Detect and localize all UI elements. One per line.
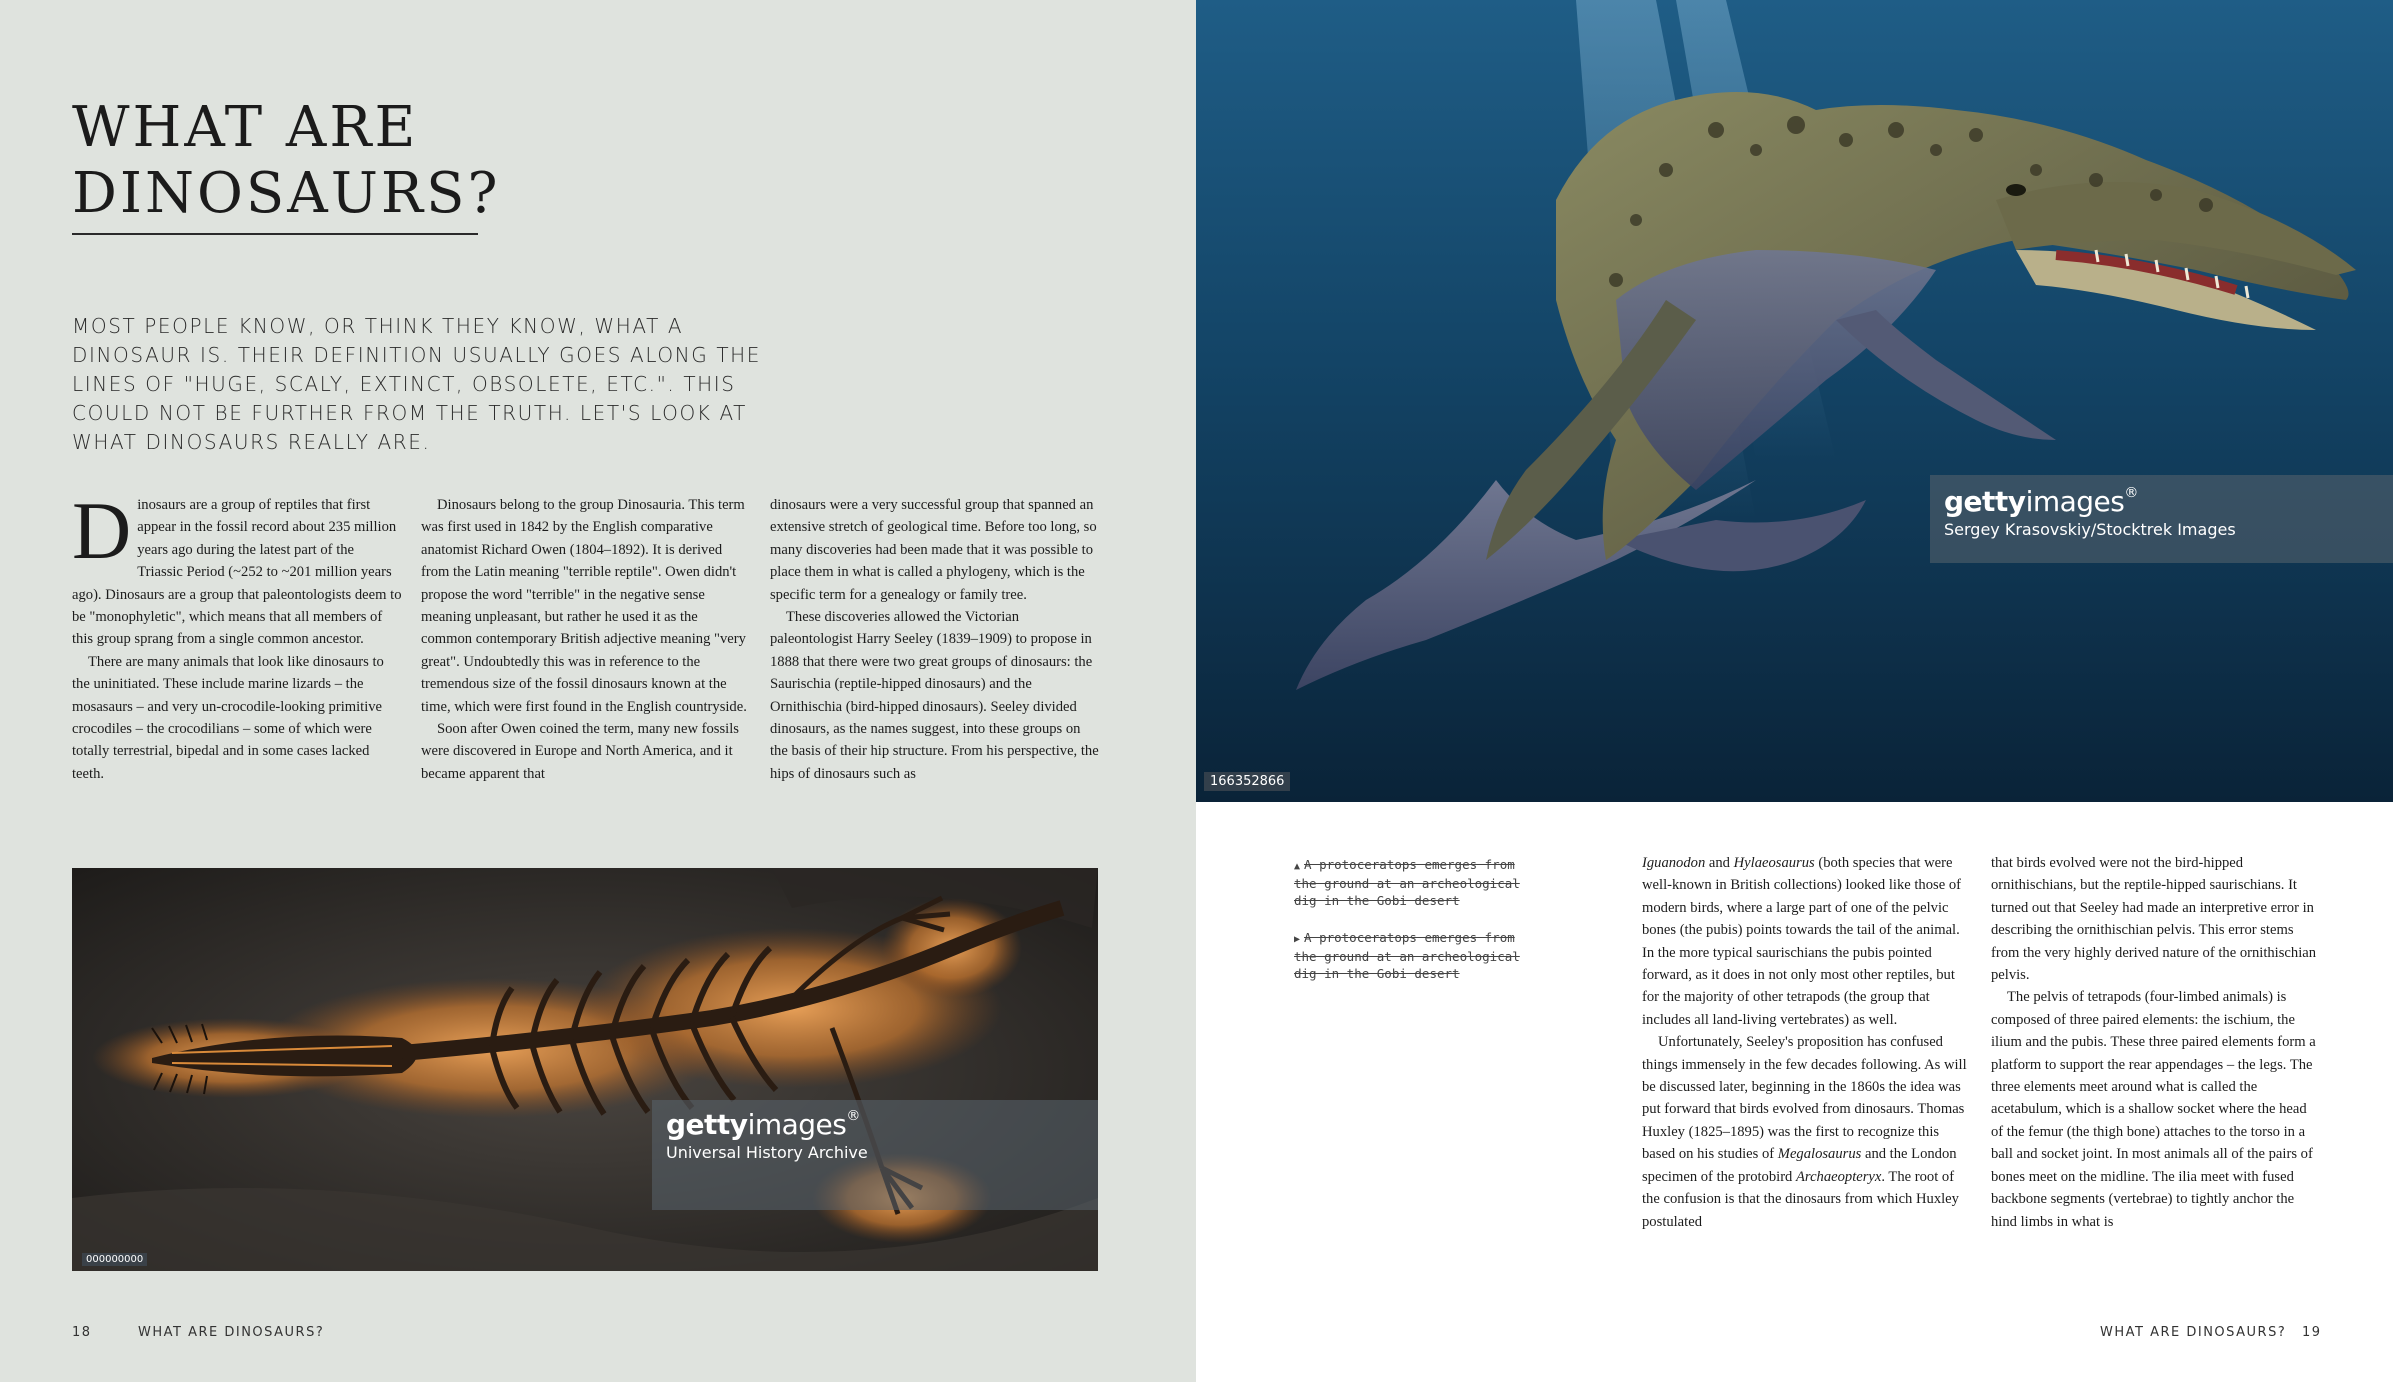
paragraph: Iguanodon and Hylaeosaurus (both species that were well-known in British collections) looked like those of modern birds, where a large part of one of the pelvic bones (the pubis) points towards the tail of the animal. In the more typical saurischians the pubis pointed forward, as it does in not only most other reptiles, but for the majority of other tetrapods (the group that includes all land-living vertebrates) as well. (1642, 855, 1961, 1028)
paragraph: Soon after Owen coined the term, many new fossils were discovered in Europe and North America, and it became apparent that (421, 721, 739, 782)
paragraph: These discoveries allowed the Victorian paleontologist Harry Seeley (1839–1909) to propose in 1888 that there were two great groups of dinosaurs: the Saurischia (reptile-hipped dinosaurs) and the Ornithischia (bird-hipped dinosaurs). Seeley divided dinosaurs, as the names suggest, into these groups on the basis of their hip structure. From his perspective, the hips of dinosaurs such as (770, 609, 1099, 782)
paragraph (72, 494, 402, 651)
getty-watermark (1930, 475, 2393, 563)
caption-item (1294, 929, 1544, 982)
body-column-4 (1642, 852, 1972, 1278)
triangle-right-icon: ▶ (1294, 934, 1301, 945)
lede-paragraph: MOST PEOPLE KNOW, OR THINK THEY KNOW, WHAT A DINOSAUR IS. THEIR DEFINITION USUALLY GOES ALONG THE LINES OF "HUGE, SCALY, EXTINCT, OBSOLETE, ETC.". THIS COULD NOT BE FURTHER FROM THE TRUTH. LET'S LOOK AT WHAT DINOSAURS REALLY ARE. (72, 314, 762, 454)
caption-text: A protoceratops emerges from the ground at an archeological dig in the Gobi desert (1294, 930, 1520, 981)
mosasaur-art (1196, 0, 2393, 802)
title-rule (72, 233, 478, 235)
watermark-credit: Universal History Archive (666, 1143, 868, 1162)
paragraph: that birds evolved were not the bird-hipped ornithischians, but the reptile-hipped saurischians. It turned out that Seeley had made an interpretive error in describing the ornithischian pelvis. This error stems from the very highly derived nature of the ornithischian pelvis. (1991, 855, 2317, 984)
paragraph: Unfortunately, Seeley's proposition has confused things immensely in the few decades following. As will be discussed later, beginning in the 1860s the idea was put forward that birds evolved from dinosaurs. Thomas Huxley (1825–1895) was the first to recognize this based on his studies of Megalosaurus and the London specimen of the protobird Archaeopteryx. The root of the confusion is that the dinosaurs from which Huxley postulated (1642, 1034, 1967, 1230)
title-line-1: WHAT ARE (72, 95, 419, 160)
folio-running-head-left: WHAT ARE DINOSAURS? (138, 1325, 325, 1340)
folio-number-left: 18 (72, 1325, 92, 1340)
paragraph: The pelvis of tetrapods (four-limbed animals) is composed of three paired elements: the ischium, the ilium and the pubis. These three paired elements form a platform to support the rear appendages – the legs. The three elements meet around what is called the acetabulum, which is a shallow socket where the head of the femur (the thigh bone) attaches to the torso in a ball and socket joint. In most animals all of the pairs of bones meet on the midline. The ilia meet with fused backbone segments (vertebrae) to tightly anchor the hind limbs in what is (1991, 989, 2316, 1230)
watermark-brand: gettyimages® (1944, 485, 2138, 518)
paragraph: There are many animals that look like dinosaurs to the uninitiated. These include marine lizards – the mosasaurs – and very un-crocodile-looking primitive crocodiles – the crocodilians – some of which were totally terrestrial, bipedal and in some cases lacked teeth. (72, 653, 384, 782)
image-captions (1294, 856, 1544, 1002)
caption-item (1294, 856, 1544, 909)
drop-cap: D (72, 494, 132, 576)
title-line-2: DINOSAURS? (72, 161, 501, 226)
paragraph-text: inosaurs are a group of reptiles that first appear in the fossil record about 235 million years ago during the latest part of the Triassic Period (~252 to ~201 million years ago). Dinosaurs are a group that paleontologists deem to be "monophyletic", which means that all members of this group sprang from a single common ancestor. (72, 497, 402, 648)
folio-number-right: 19 (2302, 1325, 2322, 1340)
folio-running-head-right: WHAT ARE DINOSAURS? (2100, 1325, 2287, 1340)
fossil-photo (72, 868, 1098, 1271)
getty-watermark (652, 1100, 1098, 1210)
page-title (72, 95, 500, 227)
body-column-5 (1991, 852, 2321, 1278)
body-column-2 (421, 494, 751, 830)
species-name: Iguanodon (1642, 855, 1706, 871)
paragraph: Dinosaurs belong to the group Dinosauria. This term was first used in 1842 by the English comparative anatomist Richard Owen (1804–1892). It is derived from the Latin meaning "terrible reptile". Owen didn't propose the word "terrible" in the negative sense meaning unpleasant, but rather he used it as the common contemporary British adjective meaning "very great". Undoubtedly this was in reference to the tremendous size of the fossil dinosaurs known at the time, which were first found in the English countryside. (421, 497, 747, 715)
image-id-label: 000000000 (82, 1253, 147, 1266)
caption-text: A protoceratops emerges from the ground at an archeological dig in the Gobi desert (1294, 857, 1520, 908)
species-name: Megalosaurus (1777, 1146, 1862, 1163)
watermark-brand: gettyimages® (666, 1108, 860, 1141)
image-id-label: 166352866 (1204, 772, 1290, 791)
body-column-3 (770, 494, 1100, 830)
fossil-illustration (72, 868, 1098, 1271)
species-name: Archaeopteryx (1796, 1168, 1882, 1185)
body-column-1 (72, 494, 402, 830)
triangle-up-icon: ▲ (1294, 861, 1301, 872)
watermark-credit: Sergey Krasovskiy/Stocktrek Images (1944, 520, 2236, 539)
species-name: Hylaeosaurus (1733, 855, 1815, 871)
mosasaur-illustration (1196, 0, 2393, 802)
paragraph: dinosaurs were a very successful group that spanned an extensive stretch of geological time. Before too long, so many discoveries had been made that it was possible to place them in what is called a phylogeny, which is the specific term for a genealogy or family tree. (770, 497, 1097, 603)
paragraph-text: (both species that were well-known in British collections) looked like those of modern birds, where a large part of one of the pelvic bones (the pubis) points towards the tail of the animal. In the more typical saurischians the pubis pointed forward, as it does in not only most other reptiles, but for the majority of other tetrapods (the group that includes all land-living vertebrates) as well. (1642, 855, 1961, 1028)
